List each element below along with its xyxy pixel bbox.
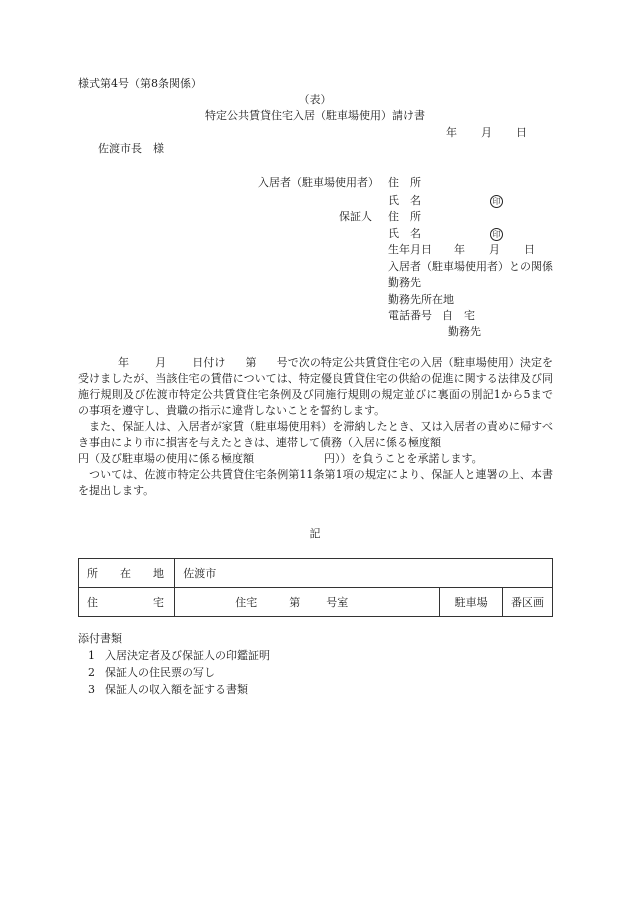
guarantor-seal bbox=[490, 227, 503, 241]
housing-unit: 住宅 第 号室 bbox=[175, 588, 440, 617]
guarantor-address-label: 住 所 bbox=[388, 210, 421, 223]
paragraph-3: ついては、佐渡市特定公共賃貸住宅条例第11条第1項の規定により、保証人と連署の上、本書を提出します。 bbox=[78, 468, 553, 497]
birth-date-line bbox=[388, 243, 535, 257]
tenant-address-label: 住 所 bbox=[388, 176, 421, 189]
parking-label: 駐車場 bbox=[440, 588, 503, 617]
phone-home: 自 宅 bbox=[442, 309, 475, 322]
tenant-name-label: 氏 名 bbox=[388, 194, 421, 207]
date-line bbox=[446, 126, 527, 140]
location-value: 佐渡市 bbox=[175, 559, 553, 588]
date-month: 月 bbox=[481, 126, 492, 139]
attachment-item: 2 保証人の住民票の写し bbox=[88, 666, 215, 679]
housing-table bbox=[78, 558, 553, 617]
workplace-label: 勤務先 bbox=[388, 276, 421, 289]
phone-line bbox=[388, 309, 475, 323]
date-year: 年 bbox=[446, 126, 457, 139]
paragraph-2: また、保証人は、入居者が家賃（駐車場使用料）を滞納したとき、又は入居者の責めに帰すべき事由により市に損害を与えたときは、連帯して債務（入居に係る極度額 円（及び駐車場の使用に係る極度額 円））を負うことを承諾します。 bbox=[78, 420, 553, 465]
form-number: 様式第4号（第8条関係） bbox=[78, 77, 202, 90]
addressee: 佐渡市長 様 bbox=[98, 142, 164, 155]
guarantor-label: 保証人 bbox=[339, 210, 372, 223]
attachment-item: 3 保証人の収入額を証する書類 bbox=[88, 683, 248, 696]
parking-lot: 番区画 bbox=[503, 588, 553, 617]
guarantor-name-label: 氏 名 bbox=[388, 227, 421, 240]
birth-label: 生年月日 bbox=[388, 243, 432, 256]
table-row bbox=[79, 588, 553, 617]
date-day: 日 bbox=[516, 126, 527, 139]
phone-label: 電話番号 bbox=[388, 309, 432, 322]
birth-month: 月 bbox=[489, 243, 500, 256]
workplace-address-label: 勤務先所在地 bbox=[388, 293, 454, 306]
location-label: 所 在 地 bbox=[79, 559, 175, 588]
relation-label: 入居者（駐車場使用者）との関係 bbox=[388, 260, 553, 273]
tenant-label: 入居者（駐車場使用者） bbox=[258, 176, 379, 189]
body-text bbox=[78, 355, 553, 499]
phone-work: 勤務先 bbox=[448, 325, 481, 338]
housing-label: 住 宅 bbox=[79, 588, 175, 617]
attachments-heading: 添付書類 bbox=[78, 632, 122, 645]
seal-mark: 印 bbox=[490, 195, 503, 208]
attachment-item: 1 入居決定者及び保証人の印鑑証明 bbox=[88, 649, 270, 662]
table-row bbox=[79, 559, 553, 588]
side-label: （表） bbox=[298, 93, 332, 106]
document-title: 特定公共賃貸住宅入居（駐車場使用）請け書 bbox=[205, 109, 425, 122]
paragraph-1: 年 月 日付け 第 号で次の特定公共賃貸住宅の入居（駐車場使用）決定を受けましたが、当該住宅の賃借については、特定優良賃貸住宅の供給の促進に関する法律及び同施行規則及び佐渡市特定公共賃貸住宅条例及び同施行規則の規定並びに裏面の別記1から5までの事項を遵守し、貴職の指示に違背しないことを誓約します。 bbox=[78, 356, 554, 417]
birth-day: 日 bbox=[524, 243, 535, 256]
ki-heading: 記 bbox=[309, 527, 321, 540]
seal-mark: 印 bbox=[490, 228, 503, 241]
birth-year: 年 bbox=[454, 243, 465, 256]
tenant-seal bbox=[490, 194, 503, 208]
